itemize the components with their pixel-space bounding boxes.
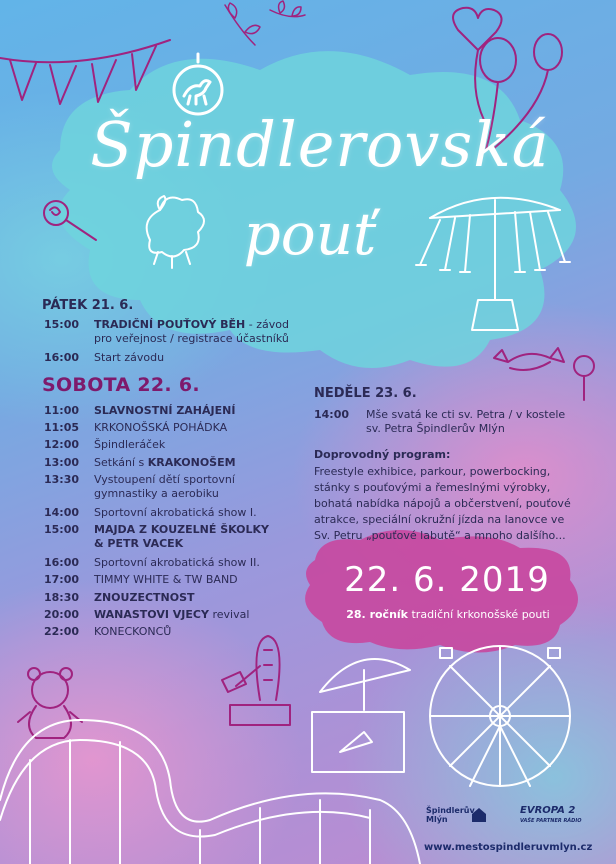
desc-text: Vystoupení dětí sportovní — [94, 473, 235, 486]
title-line-2: pouť — [243, 200, 377, 268]
evropa2-logo — [520, 806, 581, 826]
time: 11:00 — [44, 404, 80, 417]
edition-text — [298, 608, 598, 621]
nedele-heading: NEDĚLE 23. 6. — [314, 386, 417, 401]
time: 22:00 — [44, 625, 80, 638]
carousel-horse-icon — [174, 54, 222, 114]
time: 20:00 — [44, 608, 80, 621]
branch-icon — [225, 1, 305, 45]
time: 12:00 — [44, 438, 80, 451]
program-text — [314, 464, 604, 544]
desc-bold: ZNOUZECTNOST — [94, 591, 195, 604]
desc-line-2: & PETR VACEK — [94, 537, 184, 550]
edition-bold: 28. ročník — [346, 608, 408, 621]
desc-text-2: pro veřejnost / registrace účastníků — [94, 332, 289, 345]
nedele-text-2: sv. Petra Špindlerův Mlýn — [366, 422, 505, 435]
event-date: 22. 6. 2019 — [344, 560, 550, 600]
schedule-row — [44, 318, 344, 346]
time: 14:00 — [44, 506, 80, 519]
program-line: stánky s pouťovými a řemeslnými výrobky, — [314, 481, 551, 494]
desc-bold: WANASTOVI VJECY — [94, 608, 209, 621]
logo1-line1: Špindlerův — [426, 806, 475, 815]
candy-stick-icon — [574, 356, 594, 400]
time: 13:00 — [44, 456, 80, 469]
desc-text: Sportovní akrobatická show II. — [94, 556, 260, 569]
desc-bold: TRADIČNÍ POUŤOVÝ BĚH — [94, 318, 246, 331]
time: 15:00 — [44, 523, 80, 536]
logo2-line2: VAŠE PARTNER RÁDIO — [520, 818, 582, 824]
program-line: Sv. Petru „pouťové labutě“ a mnoho dalšího... — [314, 529, 566, 542]
time: 15:00 — [44, 318, 80, 331]
desc-text: Špindleráček — [94, 438, 166, 451]
spindleruv-mlyn-logo — [426, 806, 475, 824]
desc: Start závodu — [94, 351, 165, 364]
program-line: atrakce, speciální okružní jízda na lanovce ve — [314, 513, 565, 526]
time: 16:00 — [44, 351, 80, 364]
desc — [94, 473, 344, 501]
ice-cream-stand-icon — [312, 659, 410, 772]
website-link[interactable]: www.mestospindleruvmlyn.cz — [424, 842, 593, 853]
desc-text: KONECKONCŮ — [94, 625, 172, 638]
desc — [94, 625, 344, 639]
title-line-1: Špindlerovská — [90, 108, 550, 181]
desc-line-2: gymnastiky a aerobiku — [94, 487, 219, 500]
program-heading: Doprovodný program: — [314, 448, 451, 461]
desc — [94, 421, 344, 435]
desc — [94, 318, 344, 346]
sobota-heading: SOBOTA 22. 6. — [42, 374, 200, 396]
edition-rest: tradiční krkonošské pouti — [408, 608, 550, 621]
time: 13:30 — [44, 473, 80, 486]
time: 17:00 — [44, 573, 80, 586]
patek-heading: PÁTEK 21. 6. — [42, 298, 134, 313]
logo2-line1: EVROPA 2 — [520, 805, 576, 816]
desc-bold: KRAKONOŠEM — [147, 456, 236, 469]
desc-text: KRKONOŠSKÁ POHÁDKA — [94, 421, 228, 434]
program-line: Freestyle exhibice, parkour, powerbocking, — [314, 465, 551, 478]
desc — [94, 591, 344, 605]
ferris-wheel-icon — [430, 646, 570, 786]
program-line: bohatá nabídka nápojů a občerstvení, pouťové — [314, 497, 571, 510]
logo1-line2: Mlýn — [426, 815, 448, 824]
desc — [94, 556, 344, 570]
desc — [94, 573, 344, 587]
desc — [94, 523, 344, 551]
desc-bold: MAJDA Z KOUZELNÉ ŠKOLKY — [94, 523, 269, 536]
desc — [94, 506, 344, 520]
desc — [94, 404, 344, 418]
nedele-text-1: Mše svatá ke cti sv. Petra / v kostele — [366, 408, 566, 421]
nedele-time: 14:00 — [314, 408, 350, 421]
desc — [94, 438, 344, 452]
desc-text: Setkání s — [94, 456, 148, 469]
hammer-game-icon — [222, 636, 290, 725]
time: 18:30 — [44, 591, 80, 604]
swing-ride-icon — [416, 198, 570, 330]
desc-text: Sportovní akrobatická show I. — [94, 506, 257, 519]
time: 16:00 — [44, 556, 80, 569]
desc — [94, 456, 344, 470]
candy-icon — [494, 348, 564, 370]
desc-bold: SLAVNOSTNÍ ZAHÁJENÍ — [94, 404, 236, 417]
nedele-text — [366, 408, 606, 436]
roller-coaster-icon — [0, 720, 420, 864]
time: 11:05 — [44, 421, 80, 434]
lollipop-icon — [44, 201, 96, 240]
desc-text: - závod — [245, 318, 289, 331]
bunting-icon — [0, 40, 170, 104]
teddy-bear-icon — [18, 668, 82, 738]
house-logo-icon — [470, 806, 488, 824]
desc-text: TIMMY WHITE & TW BAND — [94, 573, 238, 586]
desc-text: revival — [208, 608, 250, 621]
